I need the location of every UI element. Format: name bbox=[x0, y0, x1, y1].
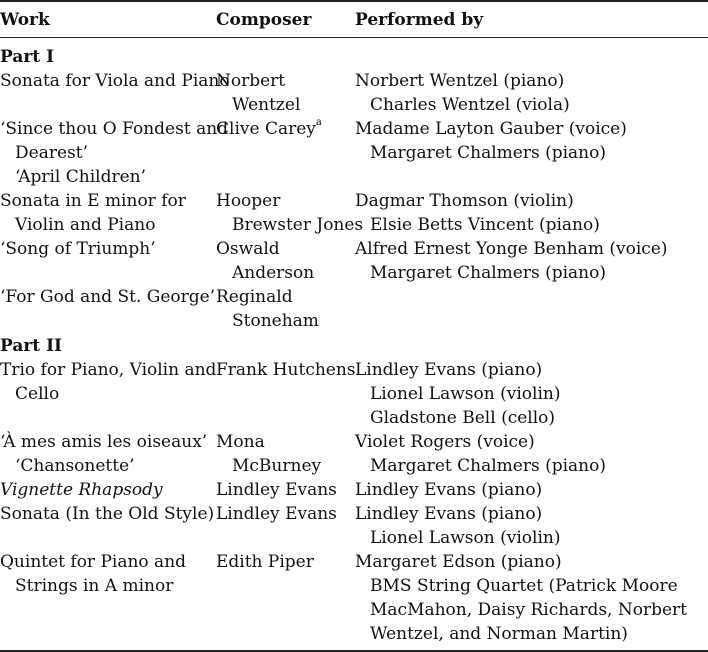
part-ii-heading: Part II bbox=[0, 336, 62, 356]
top-rule bbox=[0, 0, 708, 2]
performer-cell: Charles Wentzel (viola) bbox=[370, 95, 570, 115]
performer-cell: BMS String Quartet (Patrick Moore bbox=[370, 576, 678, 596]
composer-cell: Norbert bbox=[216, 71, 286, 91]
work-cell: ‘April Children’ bbox=[15, 167, 147, 187]
footnote-marker: a bbox=[315, 117, 322, 129]
performer-cell: Norbert Wentzel (piano) bbox=[355, 71, 565, 91]
composer-cell: Brewster Jones bbox=[232, 215, 364, 235]
header-work: Work bbox=[0, 10, 50, 30]
work-cell: Trio for Piano, Violin and bbox=[0, 360, 217, 380]
performer-cell: Lindley Evans (piano) bbox=[355, 480, 543, 500]
performer-cell: Gladstone Bell (cello) bbox=[370, 408, 556, 428]
work-cell: Sonata in E minor for bbox=[0, 191, 186, 211]
work-cell: ‘Since thou O Fondest and bbox=[0, 119, 229, 139]
composer-cell: Reginald bbox=[216, 287, 293, 307]
composer-cell: Edith Piper bbox=[216, 552, 314, 572]
performer-cell: Violet Rogers (voice) bbox=[355, 432, 535, 452]
header-rule bbox=[0, 37, 708, 38]
work-cell: ‘À mes amis les oiseaux’ bbox=[0, 432, 208, 452]
performer-cell: Lionel Lawson (violin) bbox=[370, 528, 561, 548]
part-i-heading: Part I bbox=[0, 47, 55, 67]
work-cell: Violin and Piano bbox=[15, 215, 156, 235]
header-performed-by: Performed by bbox=[355, 10, 484, 30]
composer-cell: Hooper bbox=[216, 191, 281, 211]
work-cell: ‘Chansonette’ bbox=[15, 456, 135, 476]
composer-cell: Wentzel bbox=[232, 95, 301, 115]
performer-cell: Madame Layton Gauber (voice) bbox=[355, 119, 627, 139]
work-cell: Dearest’ bbox=[15, 143, 88, 163]
work-cell: ‘For God and St. George’ bbox=[0, 287, 216, 307]
performer-cell: MacMahon, Daisy Richards, Norbert bbox=[370, 600, 687, 620]
performer-cell: Margaret Chalmers (piano) bbox=[370, 456, 606, 476]
work-cell: ‘Song of Triumph’ bbox=[0, 239, 156, 259]
performer-cell: Lindley Evans (piano) bbox=[355, 360, 543, 380]
composer-cell: Anderson bbox=[232, 263, 315, 283]
work-cell: Sonata for Viola and Piano bbox=[0, 71, 230, 91]
work-cell: Sonata (In the Old Style) bbox=[0, 504, 215, 524]
performer-cell: Alfred Ernest Yonge Benham (voice) bbox=[355, 239, 668, 259]
performer-cell: Elsie Betts Vincent (piano) bbox=[370, 215, 600, 235]
performer-cell: Margaret Edson (piano) bbox=[355, 552, 562, 572]
composer-cell: Mona bbox=[216, 432, 265, 452]
work-cell: Vignette Rhapsody bbox=[0, 480, 163, 500]
performer-cell: Wentzel, and Norman Martin) bbox=[370, 624, 628, 644]
composer-cell: Lindley Evans bbox=[216, 504, 337, 524]
composer-cell: Clive Carey$^a$ bbox=[216, 117, 322, 139]
performer-cell: Dagmar Thomson (violin) bbox=[355, 191, 574, 211]
composer-cell: Lindley Evans bbox=[216, 480, 337, 500]
composer-cell: Frank Hutchens bbox=[216, 360, 356, 380]
performer-cell: Margaret Chalmers (piano) bbox=[370, 143, 606, 163]
performer-cell: Margaret Chalmers (piano) bbox=[370, 263, 606, 283]
performer-cell: Lionel Lawson (violin) bbox=[370, 384, 561, 404]
performer-cell: Lindley Evans (piano) bbox=[355, 504, 543, 524]
composer-cell: Oswald bbox=[216, 239, 280, 259]
work-cell: Cello bbox=[15, 384, 60, 404]
work-cell: Quintet for Piano and bbox=[0, 552, 187, 572]
composer-cell: McBurney bbox=[232, 456, 322, 476]
work-cell: Strings in A minor bbox=[15, 576, 174, 596]
header-composer: Composer bbox=[216, 10, 312, 30]
composer-cell: Stoneham bbox=[232, 311, 319, 331]
